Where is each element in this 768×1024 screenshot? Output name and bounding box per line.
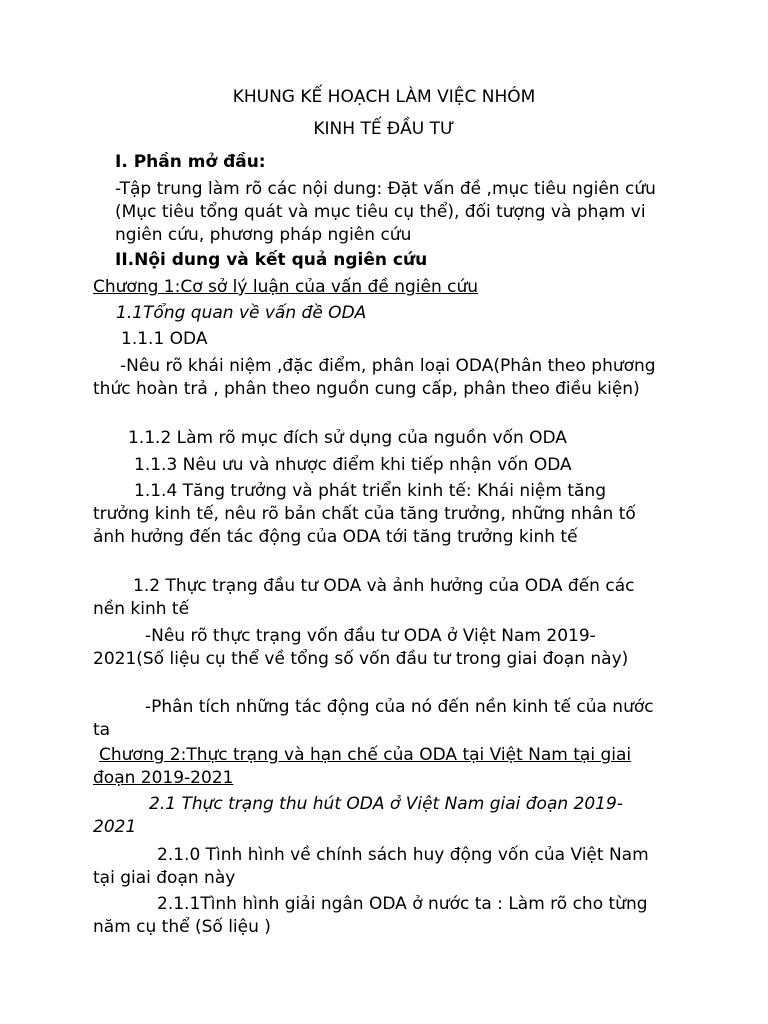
document-title-line-2: KINH TẾ ĐẦU TƯ — [313, 119, 455, 139]
item-1-1-2: 1.1.2 Làm rõ mục đích sử dụng của nguồn vốn ODA — [128, 428, 567, 448]
heading-2-1: 2.1 Thực trạng thu hút ODA ở Việt Nam giai đoạn 2019-2021 — [93, 794, 623, 837]
section-heading-intro: I. Phần mở đầu: — [115, 152, 266, 172]
item-1-2-body-b: -Phân tích những tác động của nó đến nền kinh tế của nước ta — [93, 697, 654, 740]
chapter-2-heading: Chương 2:Thực trạng và hạn chế của ODA tại Việt Nam tại giai đoạn 2019-2021 — [93, 745, 632, 788]
item-1-1-4: 1.1.4 Tăng trưởng và phát triển kinh tế: Khái niệm tăng trưởng kinh tế, nêu rõ bản chất của tăng trưởng, những nhân tố ảnh hưởng đến tác động của ODA tới tăng trưởng kinh tế — [93, 481, 636, 547]
item-1-1-3: 1.1.3 Nêu ưu và nhược điểm khi tiếp nhận vốn ODA — [134, 455, 572, 475]
chapter-1-heading: Chương 1:Cơ sở lý luận của vấn đề ngiên cứu — [93, 277, 479, 297]
item-1-1-1-body: -Nêu rõ khái niệm ,đặc điểm, phân loại ODA(Phân theo phương thức hoàn trả , phân theo nguồn cung cấp, phân theo điều kiện) — [93, 356, 656, 399]
item-1-2-body-a: -Nêu rõ thực trạng vốn đầu tư ODA ở Việt Nam 2019-2021(Số liệu cụ thể về tổng số vốn đầu tư trong giai đoạn này) — [93, 626, 629, 669]
item-2-1-0: 2.1.0 Tình hình về chính sách huy động vốn của Việt Nam tại giai đoạn này — [93, 845, 649, 888]
section-intro-body: -Tập trung làm rõ các nội dung: Đặt vấn đề ,mục tiêu ngiên cứu (Mục tiêu tổng quát và mục tiêu cụ thể), đối tượng và phạm vi ngiên cứu, phương pháp ngiên cứu — [115, 179, 656, 245]
item-2-1-1: 2.1.1Tình hình giải ngân ODA ở nước ta : Làm rõ cho từng năm cụ thể (Số liệu ) — [93, 894, 648, 937]
section-heading-content: II.Nội dung và kết quả ngiên cứu — [115, 250, 428, 270]
heading-1-1: 1.1Tổng quan về vấn đề ODA — [116, 303, 367, 323]
heading-1-1-1: 1.1.1 ODA — [121, 329, 208, 349]
document-title-line-1: KHUNG KẾ HOẠCH LÀM VIỆC NHÓM — [232, 87, 536, 107]
heading-1-2: 1.2 Thực trạng đầu tư ODA và ảnh hưởng của ODA đến các nền kinh tế — [93, 576, 635, 619]
